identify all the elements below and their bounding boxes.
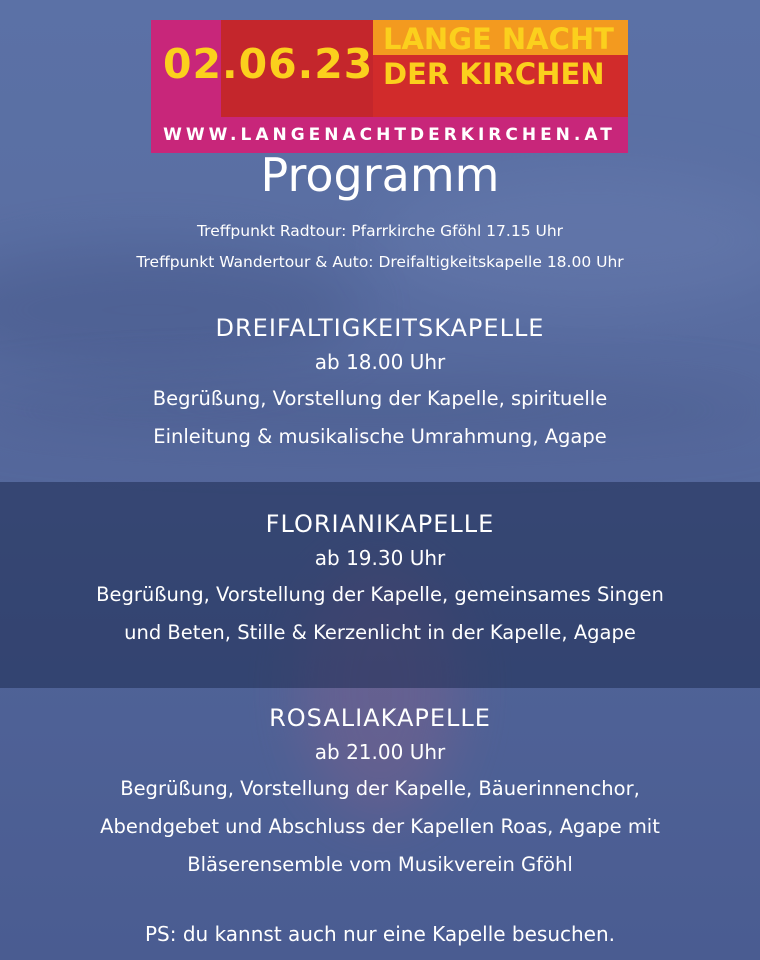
section-description bbox=[0, 380, 760, 456]
section-time: ab 19.30 Uhr bbox=[314, 546, 446, 570]
section-time: ab 18.00 Uhr bbox=[314, 350, 446, 374]
meeting-point-hike: Treffpunkt Wandertour & Auto: Dreifaltigkeitskapelle 18.00 Uhr bbox=[136, 253, 624, 271]
event-logo-banner bbox=[151, 20, 628, 145]
event-title-line1: LANGE NACHT bbox=[383, 22, 614, 56]
section-description bbox=[0, 576, 760, 652]
section-description bbox=[0, 770, 760, 884]
section-name: DREIFALTIGKEITSKAPELLE bbox=[215, 314, 545, 342]
section-florianikapelle bbox=[0, 510, 760, 652]
section-dreifaltigkeitskapelle bbox=[0, 314, 760, 456]
description-line: und Beten, Stille & Kerzenlicht in der Kapelle, Agape bbox=[124, 621, 636, 644]
page-title: Programm bbox=[260, 148, 500, 202]
event-url[interactable]: WWW.LANGENACHTDERKIRCHEN.AT bbox=[151, 117, 628, 153]
meeting-point-bike: Treffpunkt Radtour: Pfarrkirche Gföhl 17.15 Uhr bbox=[196, 222, 564, 240]
section-rosaliakapelle bbox=[0, 704, 760, 884]
description-line: Begrüßung, Vorstellung der Kapelle, Bäuerinnenchor, bbox=[120, 777, 640, 800]
postscript-note: PS: du kannst auch nur eine Kapelle besuchen. bbox=[144, 922, 616, 946]
event-title-line2: DER KIRCHEN bbox=[383, 57, 605, 91]
description-line: Begrüßung, Vorstellung der Kapelle, spirituelle bbox=[152, 387, 608, 410]
description-line: Einleitung & musikalische Umrahmung, Agape bbox=[153, 425, 607, 448]
event-date: 02.06.23 bbox=[163, 40, 374, 88]
section-time: ab 21.00 Uhr bbox=[314, 740, 446, 764]
section-name: FLORIANIKAPELLE bbox=[265, 510, 495, 538]
description-line: Bläserensemble vom Musikverein Gföhl bbox=[187, 853, 573, 876]
section-name: ROSALIAKAPELLE bbox=[269, 704, 491, 732]
description-line: Begrüßung, Vorstellung der Kapelle, gemeinsames Singen bbox=[96, 583, 664, 606]
description-line: Abendgebet und Abschluss der Kapellen Roas, Agape mit bbox=[100, 815, 660, 838]
